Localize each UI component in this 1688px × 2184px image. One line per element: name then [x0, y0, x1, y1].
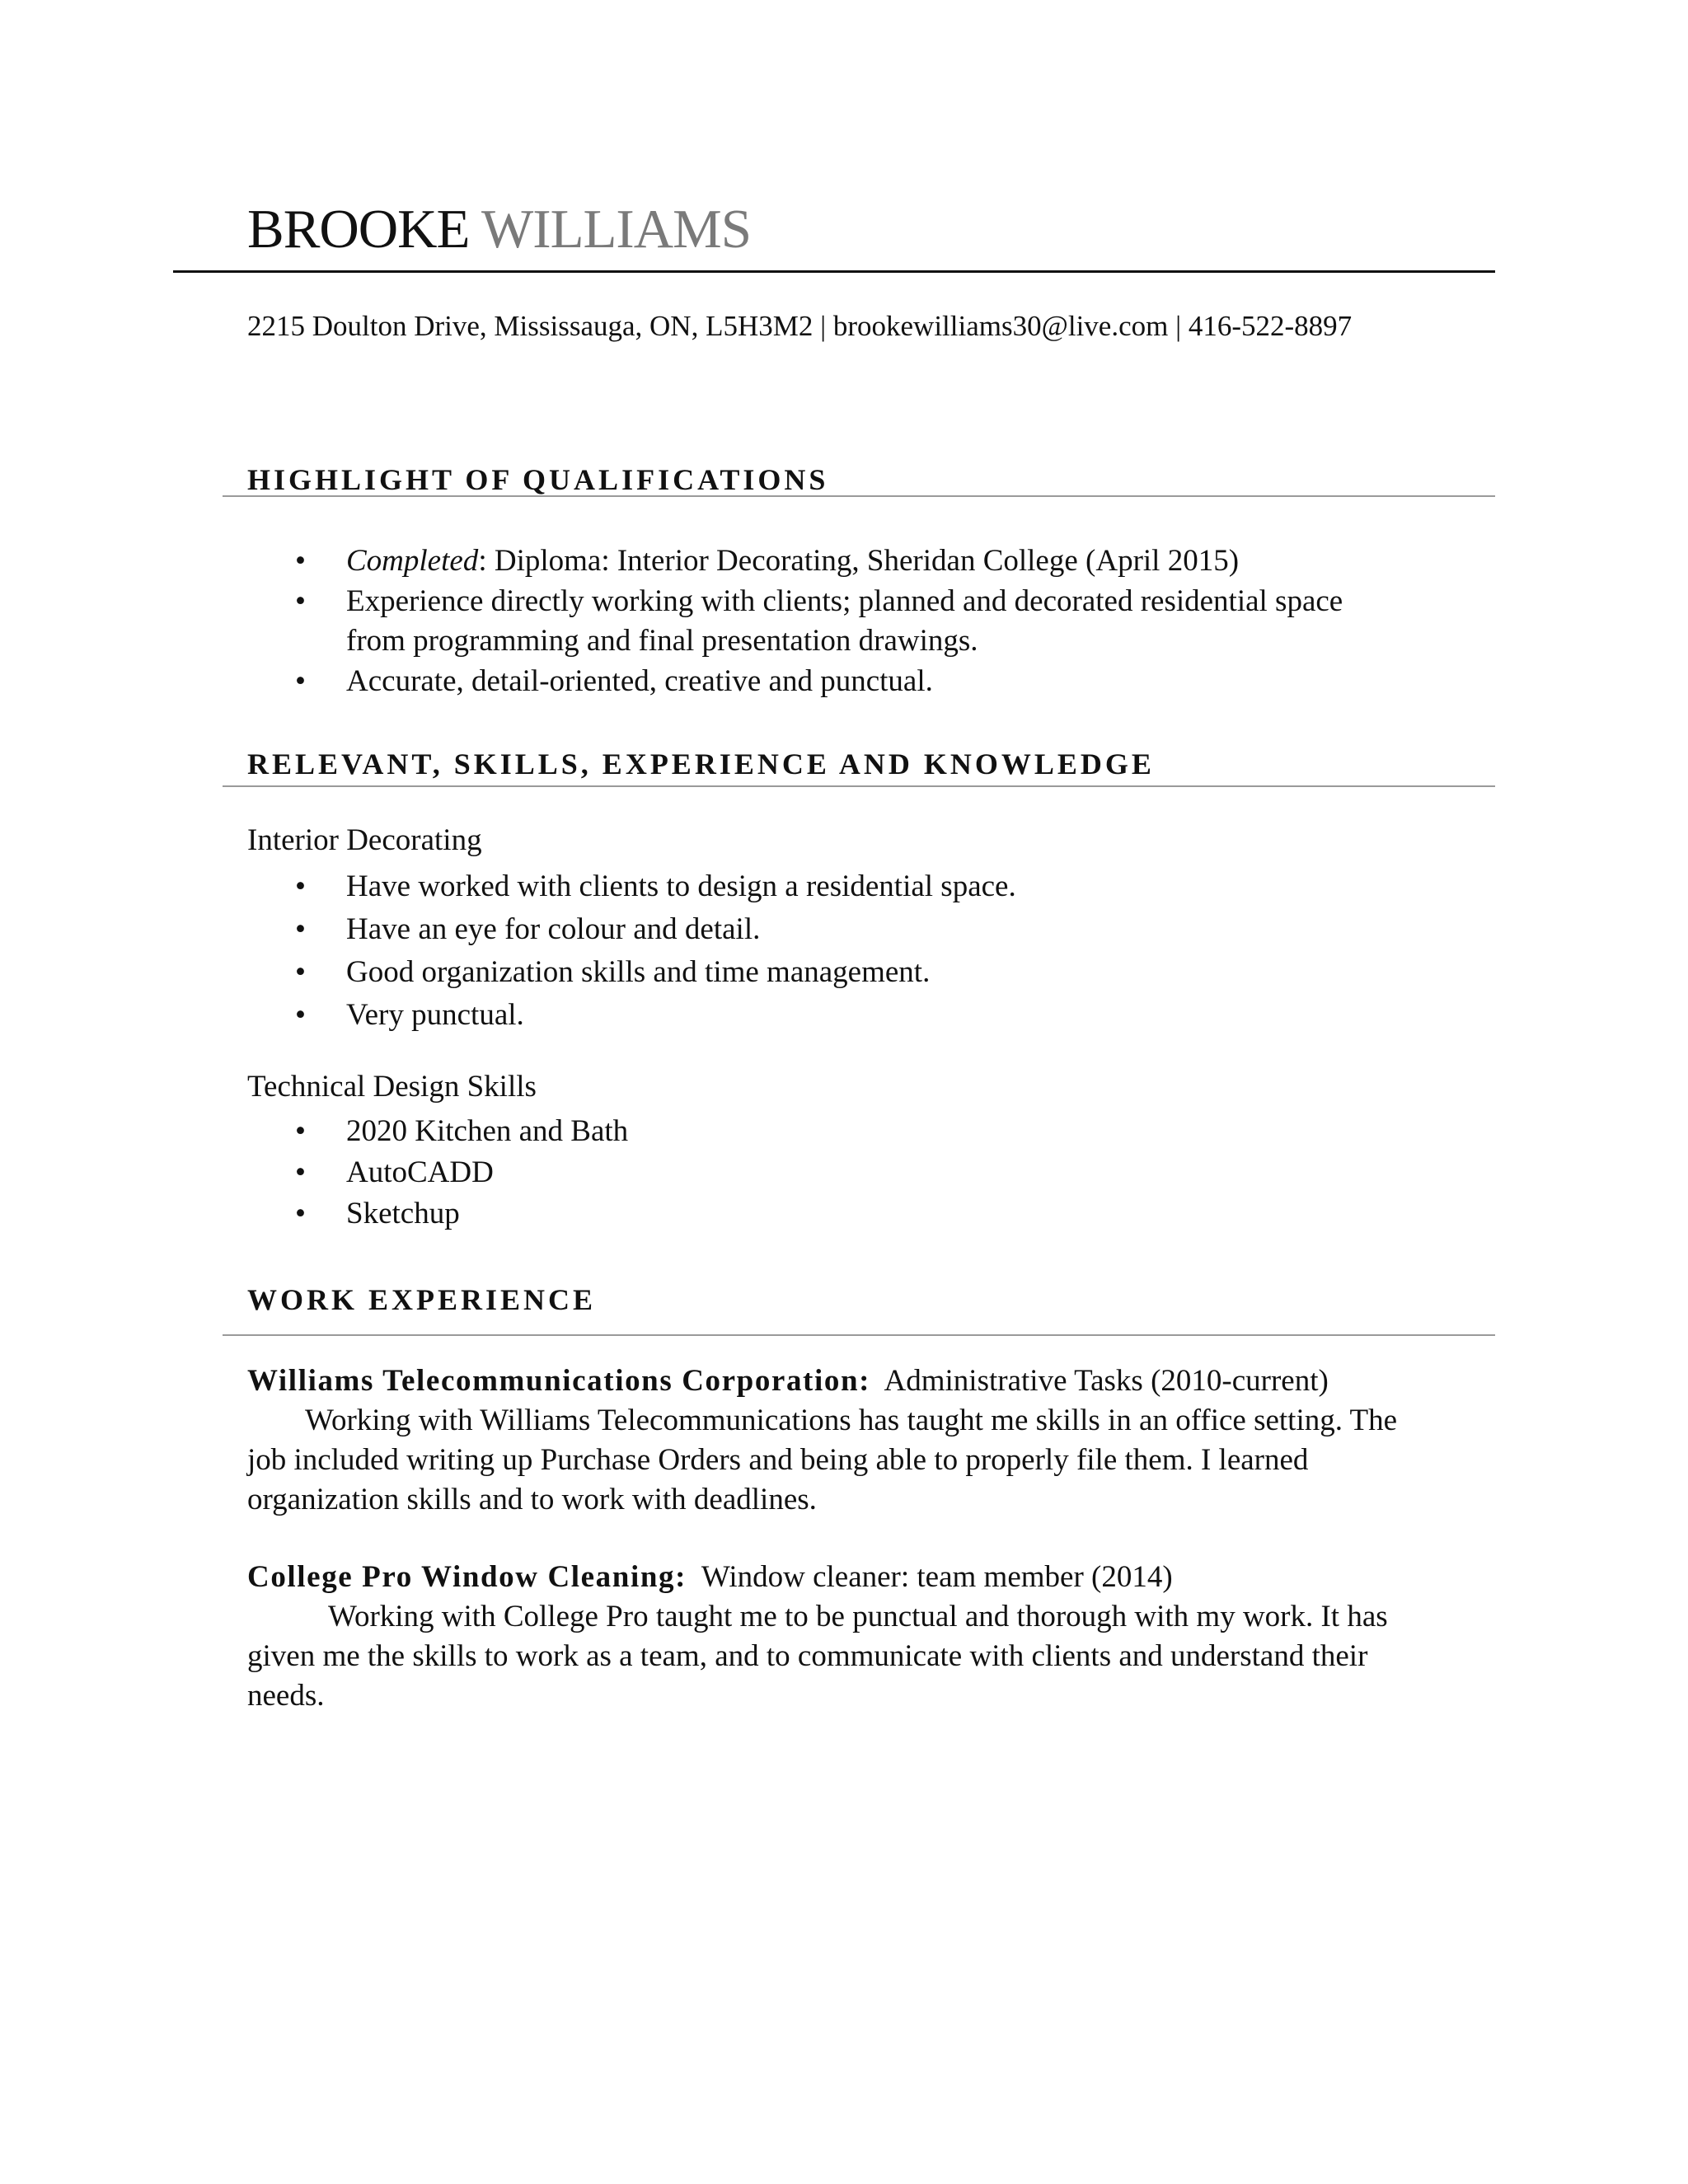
qualifications-heading: HIGHLIGHT OF QUALIFICATIONS	[247, 463, 829, 496]
bullet-icon: •	[295, 955, 306, 989]
job-description: Working with College Pro taught me to be punctual and thorough with my work. It has given me the skills to work as a team, and to communicate with clients and understand their needs.	[247, 1600, 1388, 1713]
bullet-icon: •	[295, 1114, 306, 1148]
list-item	[247, 951, 1434, 994]
bullet-icon: •	[295, 869, 306, 903]
header-divider	[173, 270, 1495, 273]
first-name: BROOKE	[247, 199, 470, 260]
list-item	[247, 994, 1434, 1037]
list-item	[247, 1111, 1434, 1152]
skill-text: Sketchup	[346, 1197, 460, 1230]
skill-text: 2020 Kitchen and Bath	[346, 1114, 629, 1148]
qualification-text: Experience directly working with clients; planned and decorated residential space from programming and final presentation drawings.	[346, 584, 1343, 658]
skills-heading: RELEVANT, SKILLS, EXPERIENCE AND KNOWLEDGE	[247, 748, 1155, 780]
qualification-text: : Diploma: Interior Decorating, Sheridan College (April 2015)	[478, 544, 1240, 578]
list-item	[247, 908, 1434, 951]
job-title-line	[247, 1361, 1329, 1401]
company-name: College Pro Window Cleaning:	[247, 1560, 687, 1594]
list-item	[247, 661, 1434, 702]
bullet-icon: •	[295, 912, 306, 946]
skills-group-title: Technical Design Skills	[247, 1070, 537, 1104]
list-item	[247, 1152, 1434, 1193]
skills-divider	[223, 785, 1495, 787]
skill-text: Have worked with clients to design a residential space.	[346, 869, 1016, 903]
bullet-icon: •	[295, 1155, 306, 1189]
company-name: Williams Telecommunications Corporation:	[247, 1364, 871, 1398]
bullet-icon: •	[295, 998, 306, 1032]
applicant-name	[247, 196, 751, 262]
job-title-line	[247, 1558, 1173, 1597]
skills-group-title: Interior Decorating	[247, 823, 482, 857]
list-item	[247, 541, 1434, 582]
skill-text: Good organization skills and time management.	[346, 955, 931, 989]
bullet-icon: •	[295, 1197, 306, 1230]
job-description: Working with Williams Telecommunications has taught me skills in an office setting. The job included writing up Purchase Orders and being able to properly file them. I learned organization skills and to work with deadlines.	[247, 1404, 1398, 1516]
qualification-text: Accurate, detail-oriented, creative and punctual.	[346, 664, 933, 698]
qualification-emphasis: Completed	[346, 544, 479, 578]
skill-text: Very punctual.	[346, 998, 524, 1032]
list-item	[247, 582, 1434, 661]
bullet-icon: •	[295, 584, 306, 618]
qualifications-divider	[223, 495, 1495, 497]
last-name: WILLIAMS	[481, 199, 751, 260]
bullet-icon: •	[295, 544, 306, 578]
job-role: Administrative Tasks (2010-current)	[884, 1364, 1329, 1398]
list-item	[247, 865, 1434, 908]
technical-skills-list	[247, 1111, 1434, 1235]
list-item	[247, 1193, 1434, 1235]
skill-text: Have an eye for colour and detail.	[346, 912, 761, 946]
bullet-icon: •	[295, 664, 306, 698]
interior-decorating-list	[247, 865, 1434, 1037]
contact-info: 2215 Doulton Drive, Mississauga, ON, L5H3M2 | brookewilliams30@live.com | 416-522-8897	[247, 310, 1353, 342]
skill-text: AutoCADD	[346, 1155, 494, 1189]
qualifications-list	[247, 541, 1434, 702]
job-role: Window cleaner: team member (2014)	[701, 1560, 1173, 1594]
work-divider	[223, 1334, 1495, 1336]
work-heading: WORK EXPERIENCE	[247, 1283, 597, 1316]
